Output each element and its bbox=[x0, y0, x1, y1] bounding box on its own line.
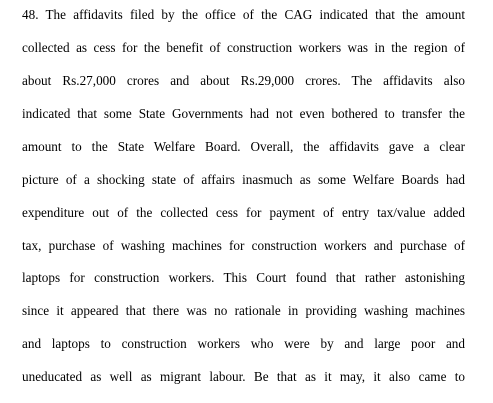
paragraph-line-8: tax, purchase of washing machines for construction workers and purchase of bbox=[22, 238, 465, 253]
paragraph-line-6: picture of a shocking state of affairs inasmuch as some Welfare Boards had bbox=[22, 172, 465, 187]
paragraph-line-4: indicated that some State Governments had not even bothered to transfer the bbox=[22, 106, 465, 121]
paragraph-line-7: expenditure out of the collected cess for payment of entry tax/value added bbox=[22, 205, 465, 220]
paragraph-line-12: uneducated as well as migrant labour. Be that as it may, it also came to bbox=[22, 369, 465, 384]
paragraph-line-9: laptops for construction workers. This Court found that rather astonishing bbox=[22, 270, 465, 285]
paragraph-line-5: amount to the State Welfare Board. Overall, the affidavits gave a clear bbox=[22, 139, 465, 154]
paragraph-line-3: about Rs.27,000 crores and about Rs.29,000 crores. The affidavits also bbox=[22, 73, 465, 88]
paragraph-line-1: 48. The affidavits filed by the office of the CAG indicated that the amount bbox=[22, 7, 465, 22]
paragraph-line-11: and laptops to construction workers who were by and large poor and bbox=[22, 336, 465, 351]
paragraph-line-2: collected as cess for the benefit of construction workers was in the region of bbox=[22, 40, 465, 55]
paragraph-line-10: since it appeared that there was no rationale in providing washing machines bbox=[22, 303, 465, 318]
